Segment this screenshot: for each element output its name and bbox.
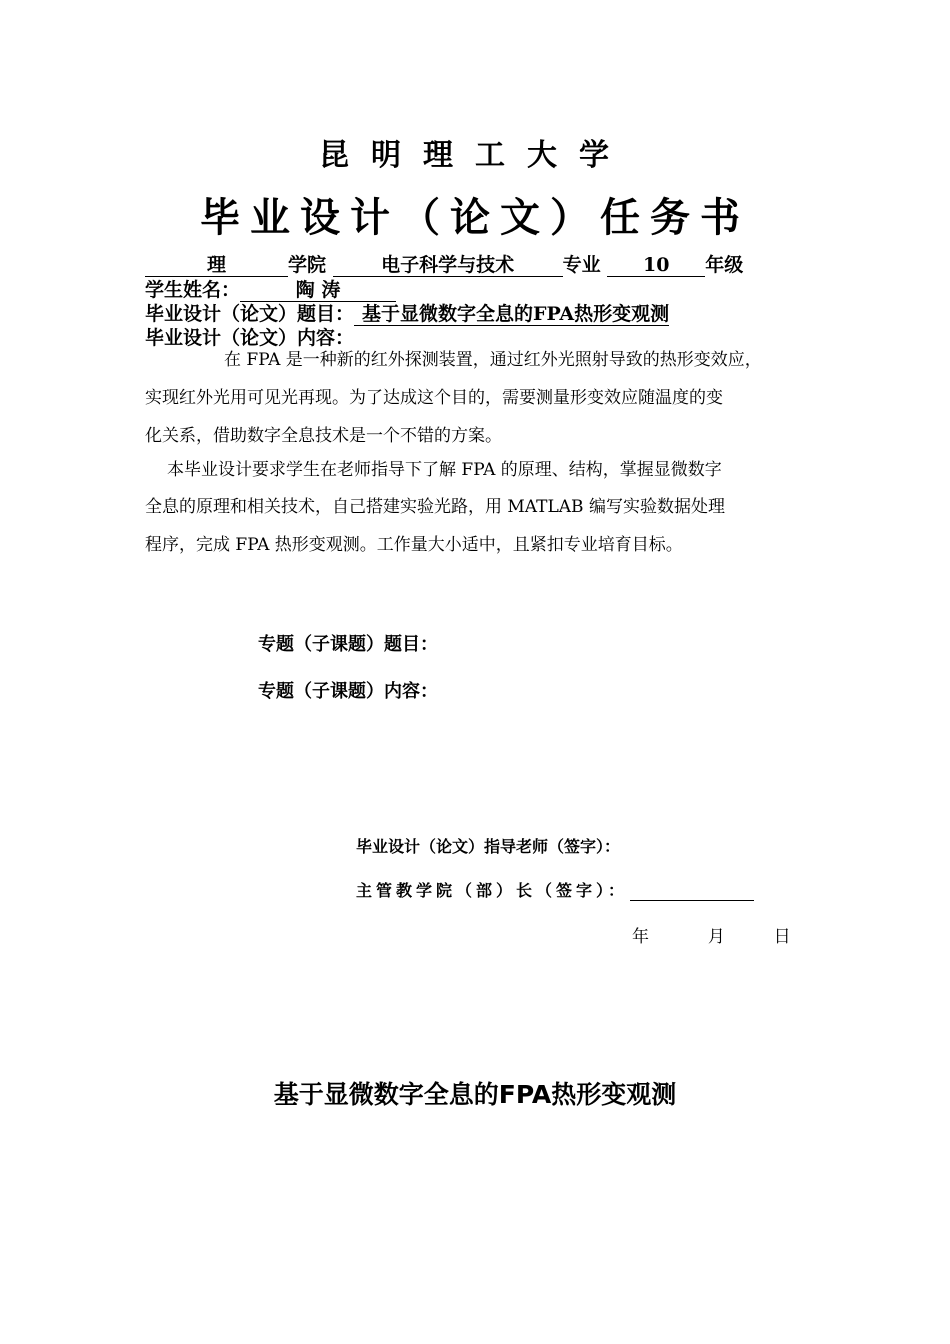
footer-title: 基于显微数字全息的FPA热形变观测 xyxy=(273,1080,677,1109)
major-label: 专业 xyxy=(562,254,601,276)
content-line: 实现红外光用可见光再现。为了达成这个目的，需要测量形变效应随温度的变 xyxy=(145,388,723,408)
thesis-content-label: 毕业设计（论文）内容： xyxy=(145,327,355,349)
university-name: 昆明理工大学 xyxy=(319,138,631,173)
date-month-label: 月 xyxy=(707,927,725,947)
content-line: 化关系，借助数字全息技术是一个不错的方案。 xyxy=(145,426,502,446)
content-line: 全息的原理和相关技术，自己搭建实验光路，用 MATLAB 编写实验数据处理 xyxy=(145,497,725,517)
thesis-topic-row xyxy=(145,299,669,326)
date-year-label: 年 xyxy=(632,927,649,947)
dean-signature-label: 主管教学院（部）长（签字）： xyxy=(356,881,629,900)
advisor-signature-label: 毕业设计（论文）指导老师（签字）： xyxy=(356,837,621,856)
content-line: 在 FPA 是一种新的红外探测装置，通过红外光照射导致的热形变效应， xyxy=(224,350,762,370)
college-label: 学院 xyxy=(288,254,327,276)
college-value: 理 xyxy=(145,255,288,277)
thesis-topic-label: 毕业设计（论文）题目： xyxy=(145,303,355,325)
grade-value: 10 xyxy=(607,255,705,277)
dean-signature-row xyxy=(356,878,754,901)
content-line: 程序，完成 FPA 热形变观测。工作量大小适中，且紧扣专业培育目标。 xyxy=(145,535,683,555)
date-row xyxy=(632,922,791,947)
thesis-topic-value: 基于显微数字全息的FPA热形变观测 xyxy=(354,304,669,326)
student-name-row xyxy=(145,275,396,302)
date-day-label: 日 xyxy=(773,927,791,947)
major-value: 电子科学与技术 xyxy=(333,255,563,277)
document-title: 毕业设计（论文）任务书 xyxy=(200,194,750,241)
student-name-label: 学生姓名： xyxy=(145,279,241,301)
grade-label: 年级 xyxy=(705,254,744,276)
student-name-value: 陶 涛 xyxy=(240,280,396,302)
subtopic-content-label: 专题（子课题）内容： xyxy=(258,681,438,702)
subtopic-title-label: 专题（子课题）题目： xyxy=(258,634,438,655)
dean-signature-line xyxy=(630,882,754,901)
college-major-grade-row xyxy=(145,250,743,277)
content-line: 本毕业设计要求学生在老师指导下了解 FPA 的原理、结构，掌握显微数字 xyxy=(167,460,722,480)
